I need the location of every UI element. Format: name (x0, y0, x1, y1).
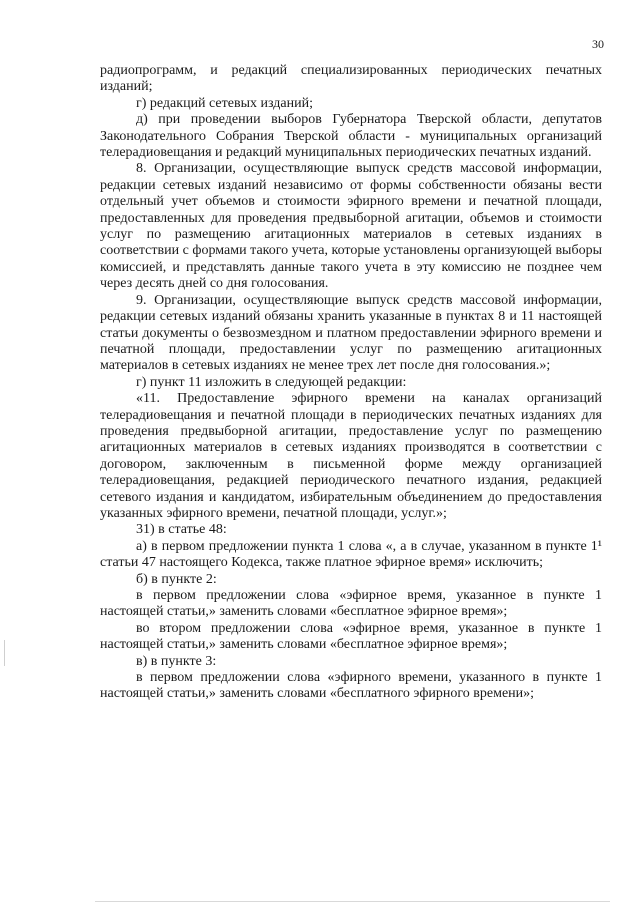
paragraph: в первом предложении слова «эфирного времени, указанного в пункте 1 настоящей статьи,» заменить словами «бесплатного эфирного времени»; (100, 670, 602, 702)
paragraph: 9. Организации, осуществляющие выпуск средств массовой информации, редакции сетевых изданий обязаны хранить указанные в пунктах 8 и 11 настоящей статьи документы о безвозмездном и платном предоставлении эфирного времени и печатной площади, предоставлении услуг по размещению агитационных материалов в сетевых изданиях не менее трех лет после дня голосования.»; (100, 292, 602, 374)
paragraph: а) в первом предложении пункта 1 слова «, а в случае, указанном в пункте 1¹ статьи 47 настоящего Кодекса, также платное эфирное время» исключить; (100, 538, 602, 571)
paragraph: б) в пункте 2: (136, 571, 217, 587)
paragraph: радиопрограмм, и редакций специализированных периодических печатных изданий; (100, 63, 602, 95)
scan-bottom-edge (95, 901, 610, 902)
scan-margin-mark (4, 640, 5, 666)
paragraph: в) в пункте 3: (136, 653, 217, 669)
document-body (100, 63, 602, 703)
paragraph: в первом предложении слова «эфирное время, указанное в пункте 1 настоящей статьи,» заменить словами «бесплатное эфирное время»; (100, 588, 602, 620)
page-number: 30 (592, 37, 604, 51)
paragraph: д) при проведении выборов Губернатора Тверской области, депутатов Законодательного Собрания Тверской области - муниципальных организаций телерадиовещания и редакций муниципальных периодических печатных изданий. (100, 112, 602, 161)
paragraph: «11. Предоставление эфирного времени на каналах организаций телерадиовещания и печатной площади в периодических печатных изданиях для проведения предвыборной агитации, предоставление услуг по размещению агитационных материалов в сетевых изданиях производятся в соответствии с договором, заключенным в письменной форме между организацией телерадиовещания, редакцией периодического печатного издания, редакцией сетевого издания и кандидатом, избирательным объединением до предоставления указанных эфирного времени, печатной площади, услуг.»; (100, 391, 602, 521)
paragraph: во втором предложении слова «эфирное время, указанное в пункте 1 настоящей статьи,» заменить словами «бесплатное эфирное время»; (100, 620, 602, 653)
paragraph: г) редакций сетевых изданий; (136, 95, 313, 111)
paragraph: г) пункт 11 изложить в следующей редакции: (136, 374, 407, 390)
paragraph: 8. Организации, осуществляющие выпуск средств массовой информации, редакции сетевых изданий независимо от формы собственности обязаны вести отдельный учет объемов и стоимости эфирного времени и печатной площади, предоставленных для проведения предвыборной агитации, объемов и стоимости услуг по размещению агитационных материалов в сетевых изданиях в соответствии с формами такого учета, которые установлены организующей выборы комиссией, и представлять данные такого учета в эту комиссию не позднее чем через десять дней со дня голосования. (100, 161, 602, 292)
paragraph: 31) в статье 48: (136, 522, 227, 538)
